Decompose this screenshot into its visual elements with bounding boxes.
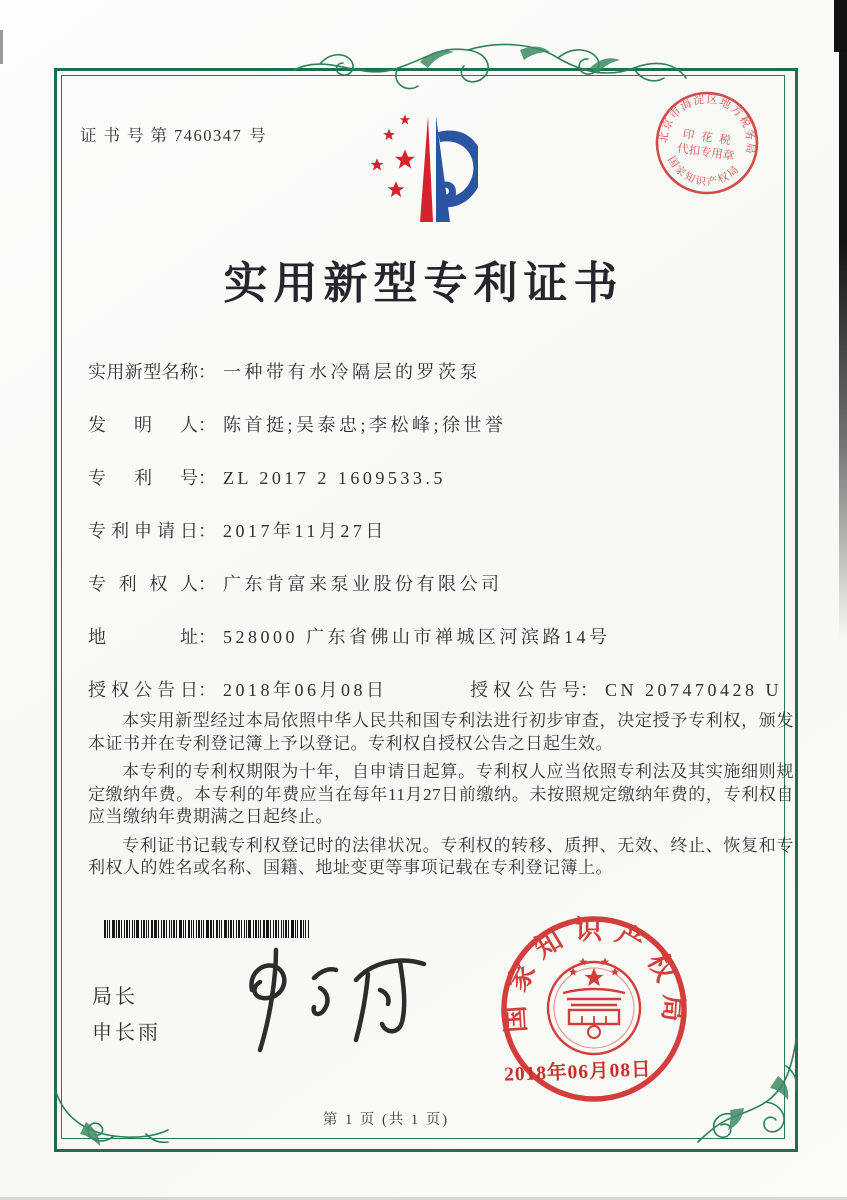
colon: ： <box>198 521 216 541</box>
signer-title: 局长 <box>92 986 138 1008</box>
field-label: 地址 <box>88 627 198 647</box>
scan-edge-left <box>0 30 3 64</box>
colon: ： <box>198 627 216 647</box>
field-row-name <box>88 358 794 384</box>
certificate-number-prefix: 证书号第 <box>80 126 174 145</box>
tax-stamp-line2: 代扣专用章 <box>676 142 735 163</box>
colon: ： <box>198 574 216 594</box>
field-row-inventors <box>88 411 794 437</box>
field-label: 发明人 <box>88 415 198 435</box>
signature-shen-changyu-icon <box>222 944 447 1062</box>
tax-stamp-line1: 印 花 税 <box>681 128 734 148</box>
colon: ： <box>580 680 598 700</box>
scan-edge-right <box>839 0 847 640</box>
seal-ring-text: 国家知识产权局 <box>499 914 689 1034</box>
page-title: 实用新型专利证书 <box>223 259 624 308</box>
field-grant-number <box>470 676 782 702</box>
field-value: 2017年11月27日 <box>223 521 387 541</box>
field-list <box>88 358 794 729</box>
paragraph-register: 专利证书记载专利权登记时的法律状况。专利权的转移、质押、无效、终止、恢复和专利权人的姓名或名称、国籍、地址变更等事项记载在专利登记簿上。 <box>88 835 794 877</box>
field-value: 陈首挺;吴泰忠;李松峰;徐世誉 <box>223 415 507 435</box>
tax-stamp-bottom-text: 国家知识产权局 <box>665 154 743 189</box>
colon: ： <box>198 680 216 700</box>
field-value: 广东肯富来泵业股份有限公司 <box>223 574 503 594</box>
tax-stamp-icon <box>650 86 764 200</box>
legal-text <box>88 710 794 886</box>
field-value: CN 207470428 U <box>605 680 783 700</box>
certificate-number-value: 7460347 <box>174 126 243 145</box>
field-label: 专利号 <box>88 468 198 488</box>
certificate-number <box>80 122 266 146</box>
page-number: 第 1 页 (共 1 页) <box>322 1112 450 1128</box>
field-value: 528000 广东省佛山市禅城区河滨路14号 <box>223 627 611 647</box>
colon: ： <box>198 415 216 435</box>
field-value: ZL 2017 2 1609533.5 <box>223 468 446 488</box>
paragraph-grant: 本实用新型经过本局依照中华人民共和国专利法进行初步审查，决定授予专利权，颁发本证书并在专利登记簿上予以登记。专利权自授权公告之日起生效。 <box>88 711 794 753</box>
colon: ： <box>198 362 216 382</box>
field-row-address <box>88 623 794 649</box>
field-label: 专利权人 <box>88 574 198 594</box>
colon: ： <box>198 468 216 488</box>
cnipa-logo-icon <box>346 110 478 234</box>
tax-stamp-top-text: 北京市海淀区地方税务局 <box>657 93 757 156</box>
field-row-grant <box>88 676 794 702</box>
national-emblem-icon <box>548 958 640 1055</box>
field-row-filing-date <box>88 517 794 543</box>
field-value: 2018年06月08日 <box>223 680 388 700</box>
certificate-number-suffix: 号 <box>249 126 266 145</box>
signer-name: 申长雨 <box>92 1022 161 1044</box>
paragraph-term: 本专利的专利权期限为十年，自申请日起算。专利权人应当依照专利法及其实施细则规定缴纳年费。本专利的年费应当在每年11月27日前缴纳。未按照规定缴纳年费的，专利权自应当缴纳年费期满之日起终止。 <box>88 762 794 826</box>
svg-text:北京市海淀区地方税务局 <box>656 86 764 156</box>
seal-date: 2018年06月08日 <box>503 1059 652 1086</box>
field-row-patentee <box>88 570 794 596</box>
field-value: 一种带有水冷隔层的罗茨泵 <box>223 362 481 382</box>
barcode <box>104 920 316 938</box>
scan-edge-right-top <box>834 0 847 52</box>
field-label: 专利申请日 <box>88 521 198 541</box>
field-label: 授权公告日 <box>88 680 198 700</box>
field-label: 授权公告号 <box>470 680 580 700</box>
field-label: 实用新型名称 <box>88 362 198 382</box>
field-row-patent-number <box>88 464 794 490</box>
